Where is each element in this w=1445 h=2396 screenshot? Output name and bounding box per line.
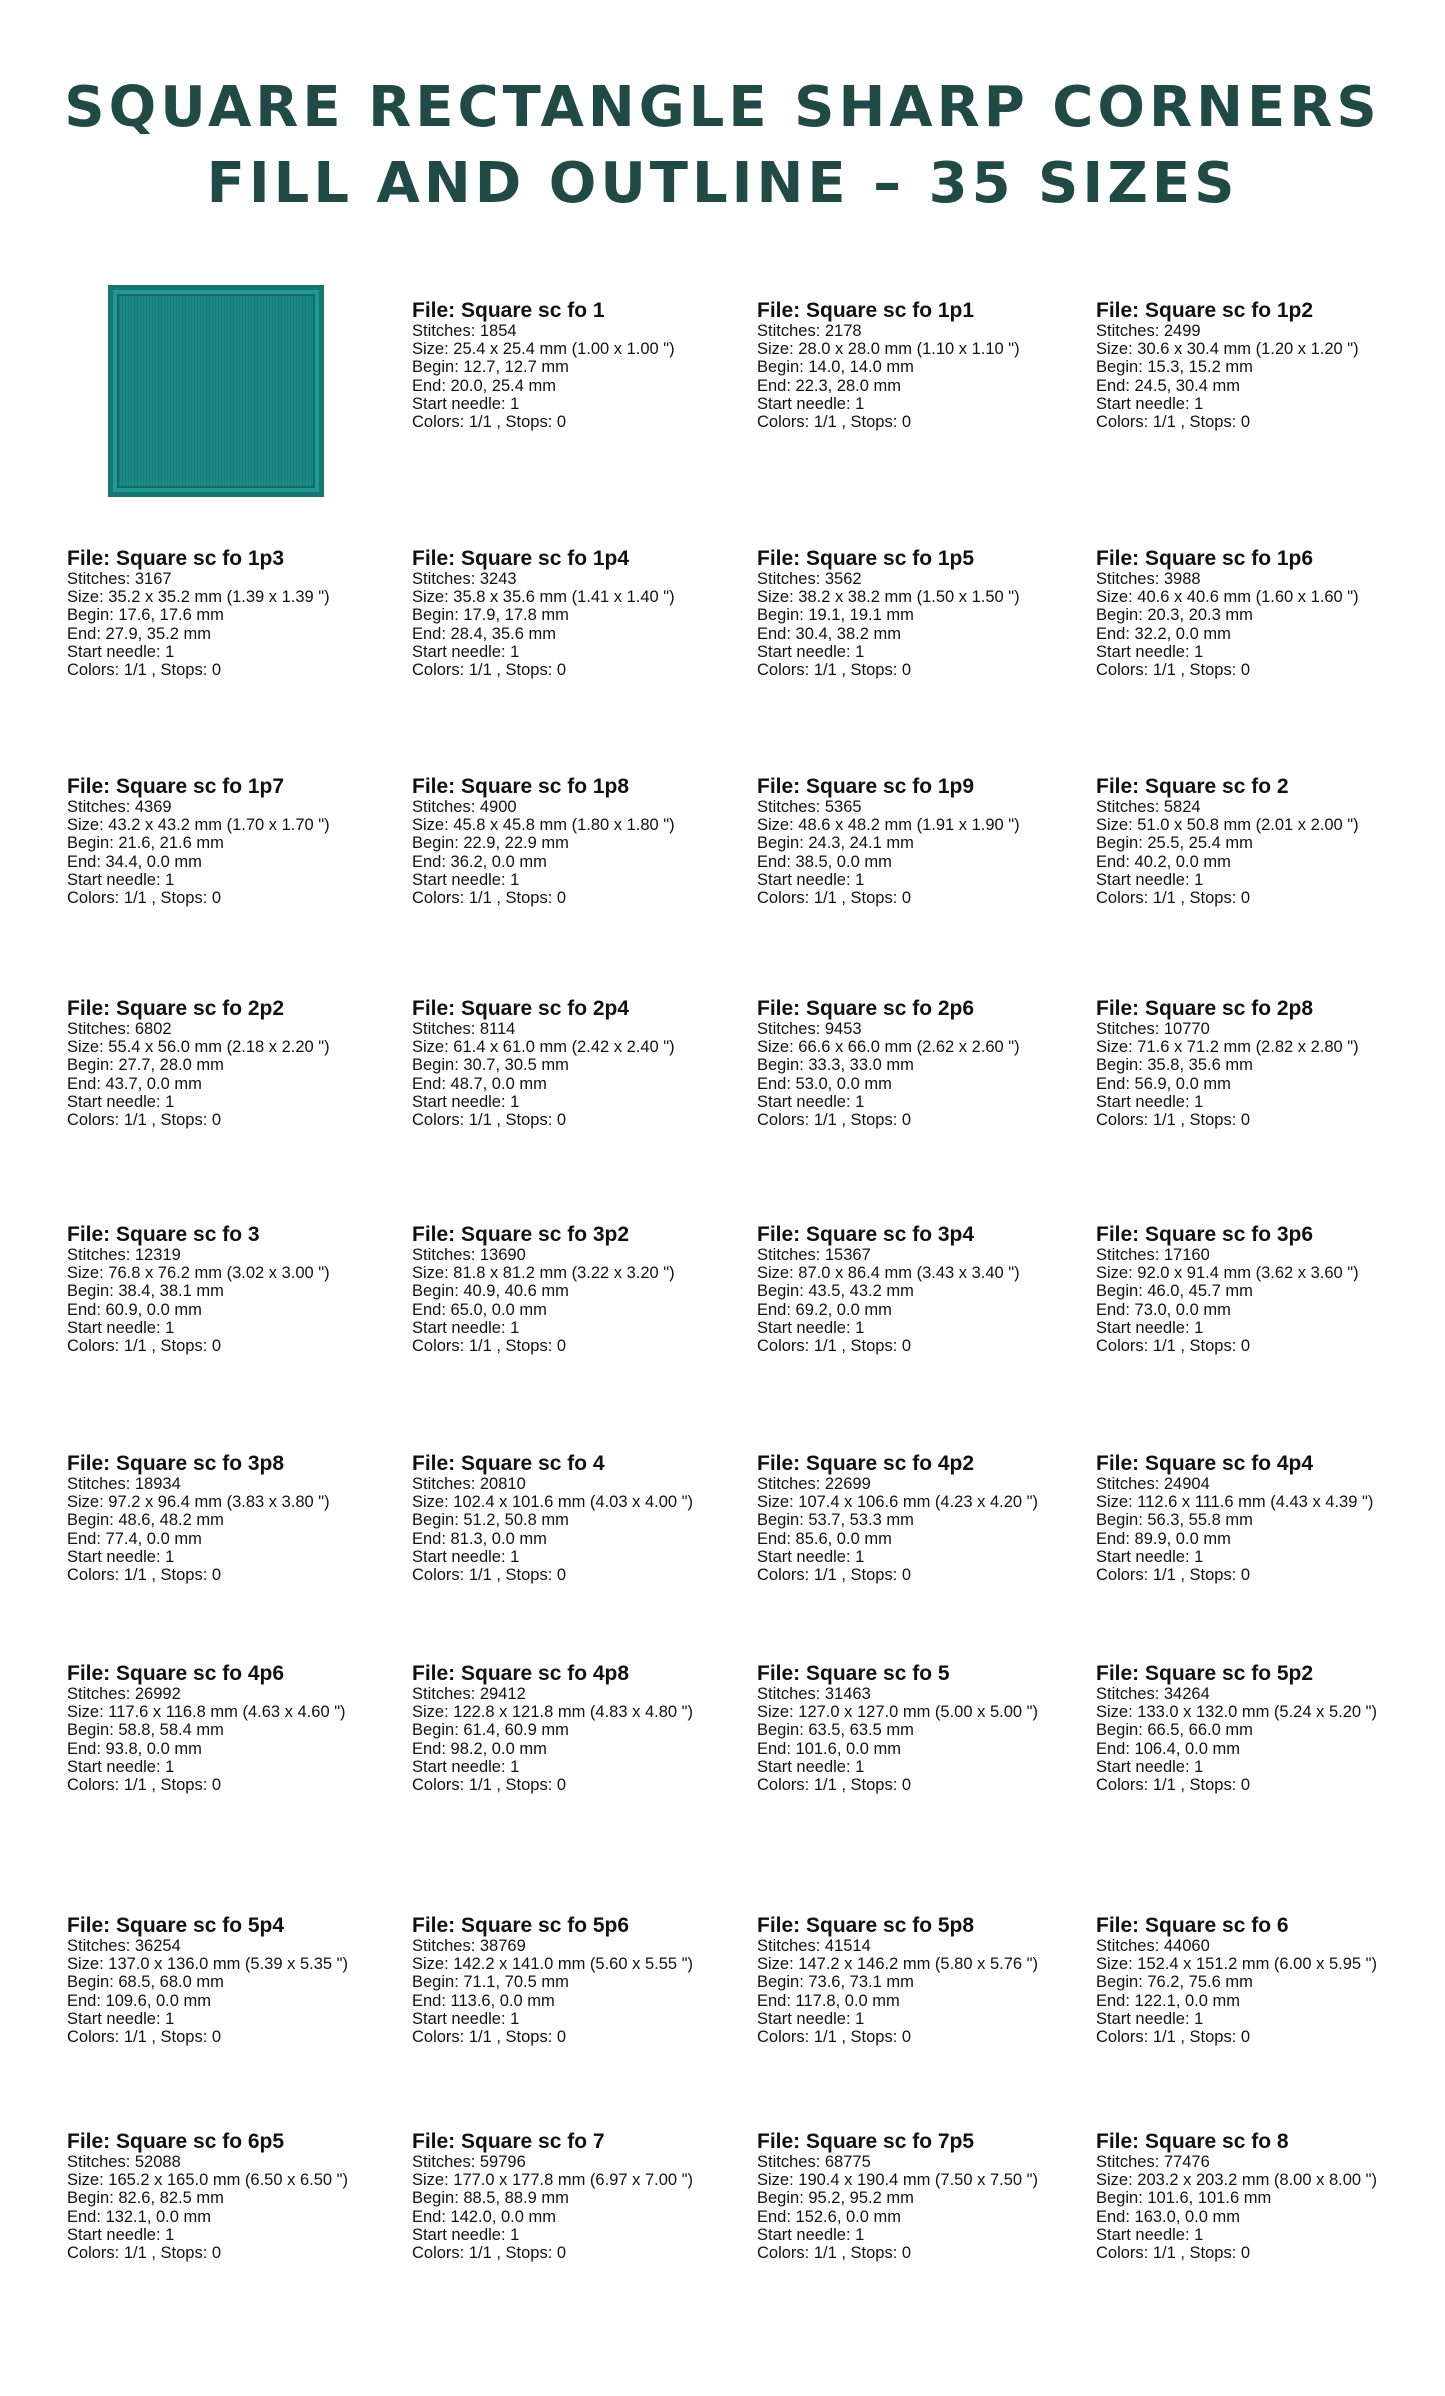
file-info-card [412,2131,752,2262]
file-begin: Begin: 43.5, 43.2 mm [757,1282,914,1301]
file-colors: Colors: 1/1 , Stops: 0 [412,1776,567,1795]
file-needle: Start needle: 1 [757,1757,865,1776]
file-name: File: Square sc fo 1p3 [67,547,285,570]
file-colors: Colors: 1/1 , Stops: 0 [1096,413,1251,432]
file-begin: Begin: 12.7, 12.7 mm [412,358,569,377]
file-end: End: 56.9, 0.0 mm [1096,1074,1231,1093]
title-line-2: FILL AND OUTLINE – 35 SIZES [206,151,1239,216]
file-info-card [67,548,407,679]
file-begin: Begin: 56.3, 55.8 mm [1096,1511,1253,1530]
file-info-card [757,2131,1097,2262]
file-colors: Colors: 1/1 , Stops: 0 [1096,1111,1251,1130]
file-name: File: Square sc fo 2p8 [1096,997,1314,1020]
file-info-card [757,1663,1097,1794]
file-size: Size: 112.6 x 111.6 mm (4.43 x 4.39 ") [1096,1493,1374,1512]
file-begin: Begin: 19.1, 19.1 mm [757,606,914,625]
file-end: End: 89.9, 0.0 mm [1096,1529,1231,1548]
file-needle: Start needle: 1 [412,1318,520,1337]
file-needle: Start needle: 1 [412,870,520,889]
file-colors: Colors: 1/1 , Stops: 0 [1096,1337,1251,1356]
file-info-card [1096,2131,1436,2262]
file-end: End: 81.3, 0.0 mm [412,1529,547,1548]
file-colors: Colors: 1/1 , Stops: 0 [67,1111,222,1130]
file-needle: Start needle: 1 [757,1318,865,1337]
file-name: File: Square sc fo 3 [67,1223,260,1246]
file-begin: Begin: 48.6, 48.2 mm [67,1511,224,1530]
file-info-card [757,548,1097,679]
file-stitches: Stitches: 3562 [757,570,862,588]
file-begin: Begin: 24.3, 24.1 mm [757,834,914,853]
file-needle: Start needle: 1 [757,1547,865,1566]
file-info-card [1096,1915,1436,2046]
file-stitches: Stitches: 77476 [1096,2153,1210,2171]
file-info-card [67,1663,407,1794]
file-end: End: 30.4, 38.2 mm [757,624,901,643]
file-size: Size: 190.4 x 190.4 mm (7.50 x 7.50 ") [757,2171,1038,2190]
file-begin: Begin: 35.8, 35.6 mm [1096,1056,1253,1075]
file-size: Size: 81.8 x 81.2 mm (3.22 x 3.20 ") [412,1264,675,1283]
file-begin: Begin: 17.6, 17.6 mm [67,606,224,625]
file-size: Size: 35.2 x 35.2 mm (1.39 x 1.39 ") [67,588,330,607]
file-name: File: Square sc fo 4p2 [757,1452,975,1475]
file-stitches: Stitches: 20810 [412,1475,526,1493]
file-info-card [412,1453,752,1584]
file-size: Size: 122.8 x 121.8 mm (4.83 x 4.80 ") [412,1703,693,1722]
file-begin: Begin: 53.7, 53.3 mm [757,1511,914,1530]
file-info-card [757,1915,1097,2046]
file-colors: Colors: 1/1 , Stops: 0 [1096,1776,1251,1795]
file-end: End: 32.2, 0.0 mm [1096,624,1231,643]
file-name: File: Square sc fo 1 [412,299,605,322]
file-stitches: Stitches: 26992 [67,1685,181,1703]
file-size: Size: 45.8 x 45.8 mm (1.80 x 1.80 ") [412,816,675,835]
file-info-card [67,1915,407,2046]
file-name: File: Square sc fo 3p2 [412,1223,630,1246]
file-name: File: Square sc fo 3p4 [757,1223,975,1246]
file-name: File: Square sc fo 5p2 [1096,1662,1314,1685]
file-name: File: Square sc fo 1p7 [67,775,285,798]
file-end: End: 73.0, 0.0 mm [1096,1300,1231,1319]
file-stitches: Stitches: 41514 [757,1937,871,1955]
file-size: Size: 40.6 x 40.6 mm (1.60 x 1.60 ") [1096,588,1359,607]
file-size: Size: 48.6 x 48.2 mm (1.91 x 1.90 ") [757,816,1020,835]
file-needle: Start needle: 1 [67,870,175,889]
file-name: File: Square sc fo 5p8 [757,1914,975,1937]
file-colors: Colors: 1/1 , Stops: 0 [67,1566,222,1585]
file-info-card [412,548,752,679]
file-name: File: Square sc fo 7p5 [757,2130,975,2153]
file-info-card [412,998,752,1129]
file-end: End: 117.8, 0.0 mm [757,1991,900,2010]
file-stitches: Stitches: 18934 [67,1475,181,1493]
file-colors: Colors: 1/1 , Stops: 0 [412,661,567,680]
file-info-card [412,776,752,907]
file-begin: Begin: 21.6, 21.6 mm [67,834,224,853]
file-end: End: 69.2, 0.0 mm [757,1300,892,1319]
file-needle: Start needle: 1 [412,1757,520,1776]
file-colors: Colors: 1/1 , Stops: 0 [412,2244,567,2263]
file-colors: Colors: 1/1 , Stops: 0 [1096,889,1251,908]
file-begin: Begin: 22.9, 22.9 mm [412,834,569,853]
file-name: File: Square sc fo 1p6 [1096,547,1314,570]
file-needle: Start needle: 1 [1096,2225,1204,2244]
file-end: End: 152.6, 0.0 mm [757,2207,901,2226]
file-size: Size: 25.4 x 25.4 mm (1.00 x 1.00 ") [412,340,675,359]
file-name: File: Square sc fo 5 [757,1662,950,1685]
file-needle: Start needle: 1 [67,1318,175,1337]
file-needle: Start needle: 1 [67,1547,175,1566]
file-end: End: 77.4, 0.0 mm [67,1529,202,1548]
file-name: File: Square sc fo 1p8 [412,775,630,798]
file-begin: Begin: 20.3, 20.3 mm [1096,606,1253,625]
file-stitches: Stitches: 24904 [1096,1475,1210,1493]
file-info-card [1096,300,1436,431]
file-size: Size: 30.6 x 30.4 mm (1.20 x 1.20 ") [1096,340,1359,359]
file-colors: Colors: 1/1 , Stops: 0 [1096,2244,1251,2263]
file-needle: Start needle: 1 [412,642,520,661]
file-end: End: 40.2, 0.0 mm [1096,852,1231,871]
file-end: End: 85.6, 0.0 mm [757,1529,892,1548]
file-colors: Colors: 1/1 , Stops: 0 [757,1111,912,1130]
file-needle: Start needle: 1 [1096,1547,1204,1566]
file-info-card [67,998,407,1129]
file-size: Size: 66.6 x 66.0 mm (2.62 x 2.60 ") [757,1038,1020,1057]
file-size: Size: 87.0 x 86.4 mm (3.43 x 3.40 ") [757,1264,1020,1283]
file-needle: Start needle: 1 [1096,2009,1204,2028]
file-info-card [67,776,407,907]
file-name: File: Square sc fo 4 [412,1452,605,1475]
file-colors: Colors: 1/1 , Stops: 0 [412,889,567,908]
file-name: File: Square sc fo 6p5 [67,2130,285,2153]
file-info-card [757,998,1097,1129]
file-info-card [757,300,1097,431]
file-begin: Begin: 58.8, 58.4 mm [67,1721,224,1740]
file-info-card [1096,548,1436,679]
file-name: File: Square sc fo 1p5 [757,547,975,570]
file-colors: Colors: 1/1 , Stops: 0 [1096,2028,1251,2047]
file-needle: Start needle: 1 [1096,642,1204,661]
file-needle: Start needle: 1 [1096,394,1204,413]
file-end: End: 28.4, 35.6 mm [412,624,556,643]
file-stitches: Stitches: 59796 [412,2153,526,2171]
file-begin: Begin: 71.1, 70.5 mm [412,1973,569,1992]
file-end: End: 24.5, 30.4 mm [1096,376,1240,395]
file-name: File: Square sc fo 4p8 [412,1662,630,1685]
file-colors: Colors: 1/1 , Stops: 0 [412,1566,567,1585]
file-name: File: Square sc fo 4p6 [67,1662,285,1685]
file-end: End: 132.1, 0.0 mm [67,2207,211,2226]
file-needle: Start needle: 1 [412,394,520,413]
file-name: File: Square sc fo 2p4 [412,997,630,1020]
file-colors: Colors: 1/1 , Stops: 0 [67,1776,222,1795]
file-size: Size: 203.2 x 203.2 mm (8.00 x 8.00 ") [1096,2171,1377,2190]
file-needle: Start needle: 1 [67,1757,175,1776]
file-size: Size: 117.6 x 116.8 mm (4.63 x 4.60 ") [67,1703,346,1722]
title-line-1: SQUARE RECTANGLE SHARP CORNERS [64,75,1381,140]
file-end: End: 101.6, 0.0 mm [757,1739,901,1758]
file-end: End: 53.0, 0.0 mm [757,1074,892,1093]
file-size: Size: 152.4 x 151.2 mm (6.00 x 5.95 ") [1096,1955,1377,1974]
file-colors: Colors: 1/1 , Stops: 0 [412,413,567,432]
file-info-card [1096,1663,1436,1794]
file-size: Size: 71.6 x 71.2 mm (2.82 x 2.80 ") [1096,1038,1359,1057]
file-begin: Begin: 68.5, 68.0 mm [67,1973,224,1992]
file-name: File: Square sc fo 3p8 [67,1452,285,1475]
file-begin: Begin: 76.2, 75.6 mm [1096,1973,1253,1992]
file-begin: Begin: 101.6, 101.6 mm [1096,2189,1272,2208]
file-colors: Colors: 1/1 , Stops: 0 [1096,661,1251,680]
file-end: End: 109.6, 0.0 mm [67,1991,211,2010]
file-colors: Colors: 1/1 , Stops: 0 [67,2028,222,2047]
file-name: File: Square sc fo 8 [1096,2130,1289,2153]
file-size: Size: 127.0 x 127.0 mm (5.00 x 5.00 ") [757,1703,1038,1722]
file-begin: Begin: 14.0, 14.0 mm [757,358,914,377]
file-begin: Begin: 25.5, 25.4 mm [1096,834,1253,853]
file-colors: Colors: 1/1 , Stops: 0 [757,413,912,432]
file-end: End: 36.2, 0.0 mm [412,852,547,871]
file-size: Size: 92.0 x 91.4 mm (3.62 x 3.60 ") [1096,1264,1359,1283]
file-colors: Colors: 1/1 , Stops: 0 [757,2244,912,2263]
file-needle: Start needle: 1 [67,1092,175,1111]
file-begin: Begin: 17.9, 17.8 mm [412,606,569,625]
file-begin: Begin: 61.4, 60.9 mm [412,1721,569,1740]
file-colors: Colors: 1/1 , Stops: 0 [757,889,912,908]
file-end: End: 60.9, 0.0 mm [67,1300,202,1319]
file-end: End: 38.5, 0.0 mm [757,852,892,871]
file-name: File: Square sc fo 5p6 [412,1914,630,1937]
file-colors: Colors: 1/1 , Stops: 0 [67,2244,222,2263]
file-info-card [412,300,752,431]
file-end: End: 48.7, 0.0 mm [412,1074,547,1093]
file-colors: Colors: 1/1 , Stops: 0 [412,2028,567,2047]
file-size: Size: 55.4 x 56.0 mm (2.18 x 2.20 ") [67,1038,330,1057]
file-end: End: 22.3, 28.0 mm [757,376,901,395]
file-needle: Start needle: 1 [757,870,865,889]
file-name: File: Square sc fo 3p6 [1096,1223,1314,1246]
file-stitches: Stitches: 8114 [412,1020,516,1038]
file-end: End: 142.0, 0.0 mm [412,2207,556,2226]
file-needle: Start needle: 1 [67,2225,175,2244]
file-needle: Start needle: 1 [412,2225,520,2244]
file-size: Size: 142.2 x 141.0 mm (5.60 x 5.55 ") [412,1955,693,1974]
file-colors: Colors: 1/1 , Stops: 0 [412,1111,567,1130]
file-end: End: 106.4, 0.0 mm [1096,1739,1240,1758]
file-needle: Start needle: 1 [1096,1757,1204,1776]
file-stitches: Stitches: 31463 [757,1685,871,1703]
file-begin: Begin: 27.7, 28.0 mm [67,1056,224,1075]
file-info-card [67,2131,407,2262]
file-end: End: 43.7, 0.0 mm [67,1074,202,1093]
file-name: File: Square sc fo 2 [1096,775,1289,798]
file-size: Size: 177.0 x 177.8 mm (6.97 x 7.00 ") [412,2171,693,2190]
file-info-card [1096,998,1436,1129]
file-colors: Colors: 1/1 , Stops: 0 [757,661,912,680]
file-stitches: Stitches: 29412 [412,1685,526,1703]
file-info-card [1096,776,1436,907]
file-stitches: Stitches: 4900 [412,798,517,816]
file-info-card [412,1915,752,2046]
file-needle: Start needle: 1 [757,642,865,661]
file-stitches: Stitches: 4369 [67,798,172,816]
file-colors: Colors: 1/1 , Stops: 0 [757,1337,912,1356]
file-stitches: Stitches: 3243 [412,570,517,588]
file-size: Size: 137.0 x 136.0 mm (5.39 x 5.35 ") [67,1955,348,1974]
file-begin: Begin: 51.2, 50.8 mm [412,1511,569,1530]
file-size: Size: 97.2 x 96.4 mm (3.83 x 3.80 ") [67,1493,330,1512]
file-stitches: Stitches: 34264 [1096,1685,1210,1703]
file-stitches: Stitches: 36254 [67,1937,181,1955]
file-needle: Start needle: 1 [412,2009,520,2028]
file-needle: Start needle: 1 [757,2009,865,2028]
file-colors: Colors: 1/1 , Stops: 0 [67,889,222,908]
file-colors: Colors: 1/1 , Stops: 0 [757,1566,912,1585]
file-needle: Start needle: 1 [1096,1092,1204,1111]
file-stitches: Stitches: 3167 [67,570,172,588]
file-end: End: 163.0, 0.0 mm [1096,2207,1240,2226]
file-end: End: 34.4, 0.0 mm [67,852,202,871]
file-needle: Start needle: 1 [757,2225,865,2244]
file-info-card [757,1224,1097,1355]
file-stitches: Stitches: 9453 [757,1020,862,1038]
file-stitches: Stitches: 2178 [757,322,862,340]
file-begin: Begin: 30.7, 30.5 mm [412,1056,569,1075]
file-stitches: Stitches: 44060 [1096,1937,1210,1955]
file-stitches: Stitches: 17160 [1096,1246,1210,1264]
file-stitches: Stitches: 3988 [1096,570,1201,588]
file-stitches: Stitches: 13690 [412,1246,526,1264]
file-info-card [757,776,1097,907]
file-size: Size: 165.2 x 165.0 mm (6.50 x 6.50 ") [67,2171,348,2190]
file-stitches: Stitches: 5824 [1096,798,1201,816]
file-begin: Begin: 73.6, 73.1 mm [757,1973,914,1992]
file-begin: Begin: 66.5, 66.0 mm [1096,1721,1253,1740]
file-needle: Start needle: 1 [67,2009,175,2028]
file-end: End: 122.1, 0.0 mm [1096,1991,1240,2010]
file-size: Size: 107.4 x 106.6 mm (4.23 x 4.20 ") [757,1493,1038,1512]
file-begin: Begin: 88.5, 88.9 mm [412,2189,569,2208]
file-info-card [67,1224,407,1355]
file-size: Size: 35.8 x 35.6 mm (1.41 x 1.40 ") [412,588,675,607]
file-needle: Start needle: 1 [1096,870,1204,889]
file-size: Size: 147.2 x 146.2 mm (5.80 x 5.76 ") [757,1955,1038,1974]
file-needle: Start needle: 1 [412,1092,520,1111]
file-info-card [757,1453,1097,1584]
file-begin: Begin: 63.5, 63.5 mm [757,1721,914,1740]
file-name: File: Square sc fo 6 [1096,1914,1289,1937]
file-name: File: Square sc fo 2p6 [757,997,975,1020]
file-name: File: Square sc fo 1p1 [757,299,975,322]
file-begin: Begin: 15.3, 15.2 mm [1096,358,1253,377]
file-colors: Colors: 1/1 , Stops: 0 [757,2028,912,2047]
file-begin: Begin: 33.3, 33.0 mm [757,1056,914,1075]
file-stitches: Stitches: 12319 [67,1246,181,1264]
file-needle: Start needle: 1 [757,1092,865,1111]
file-begin: Begin: 95.2, 95.2 mm [757,2189,914,2208]
file-needle: Start needle: 1 [67,642,175,661]
file-size: Size: 43.2 x 43.2 mm (1.70 x 1.70 ") [67,816,330,835]
file-needle: Start needle: 1 [412,1547,520,1566]
file-info-card [412,1663,752,1794]
file-info-card [67,1453,407,1584]
file-stitches: Stitches: 10770 [1096,1020,1210,1038]
file-end: End: 93.8, 0.0 mm [67,1739,202,1758]
file-stitches: Stitches: 68775 [757,2153,871,2171]
file-stitches: Stitches: 52088 [67,2153,181,2171]
file-end: End: 113.6, 0.0 mm [412,1991,555,2010]
file-stitches: Stitches: 38769 [412,1937,526,1955]
file-info-card [412,1224,752,1355]
file-needle: Start needle: 1 [1096,1318,1204,1337]
file-end: End: 20.0, 25.4 mm [412,376,556,395]
file-size: Size: 61.4 x 61.0 mm (2.42 x 2.40 ") [412,1038,675,1057]
file-begin: Begin: 38.4, 38.1 mm [67,1282,224,1301]
file-name: File: Square sc fo 7 [412,2130,605,2153]
file-stitches: Stitches: 1854 [412,322,517,340]
file-needle: Start needle: 1 [757,394,865,413]
file-name: File: Square sc fo 5p4 [67,1914,285,1937]
file-stitches: Stitches: 6802 [67,1020,172,1038]
file-end: End: 98.2, 0.0 mm [412,1739,547,1758]
file-name: File: Square sc fo 4p4 [1096,1452,1314,1475]
file-colors: Colors: 1/1 , Stops: 0 [412,1337,567,1356]
file-size: Size: 76.8 x 76.2 mm (3.02 x 3.00 ") [67,1264,330,1283]
file-name: File: Square sc fo 2p2 [67,997,285,1020]
file-stitches: Stitches: 22699 [757,1475,871,1493]
file-info-card [1096,1224,1436,1355]
file-end: End: 65.0, 0.0 mm [412,1300,547,1319]
file-begin: Begin: 82.6, 82.5 mm [67,2189,224,2208]
file-stitches: Stitches: 5365 [757,798,862,816]
file-end: End: 27.9, 35.2 mm [67,624,211,643]
file-stitches: Stitches: 2499 [1096,322,1201,340]
file-begin: Begin: 40.9, 40.6 mm [412,1282,569,1301]
file-begin: Begin: 46.0, 45.7 mm [1096,1282,1253,1301]
file-stitches: Stitches: 15367 [757,1246,871,1264]
file-info-card [1096,1453,1436,1584]
file-name: File: Square sc fo 1p9 [757,775,975,798]
file-size: Size: 28.0 x 28.0 mm (1.10 x 1.10 ") [757,340,1020,359]
file-size: Size: 133.0 x 132.0 mm (5.24 x 5.20 ") [1096,1703,1377,1722]
file-colors: Colors: 1/1 , Stops: 0 [67,661,222,680]
file-size: Size: 51.0 x 50.8 mm (2.01 x 2.00 ") [1096,816,1359,835]
file-colors: Colors: 1/1 , Stops: 0 [67,1337,222,1356]
file-colors: Colors: 1/1 , Stops: 0 [757,1776,912,1795]
file-size: Size: 38.2 x 38.2 mm (1.50 x 1.50 ") [757,588,1020,607]
file-size: Size: 102.4 x 101.6 mm (4.03 x 4.00 ") [412,1493,693,1512]
file-colors: Colors: 1/1 , Stops: 0 [1096,1566,1251,1585]
file-name: File: Square sc fo 1p4 [412,547,630,570]
file-name: File: Square sc fo 1p2 [1096,299,1314,322]
